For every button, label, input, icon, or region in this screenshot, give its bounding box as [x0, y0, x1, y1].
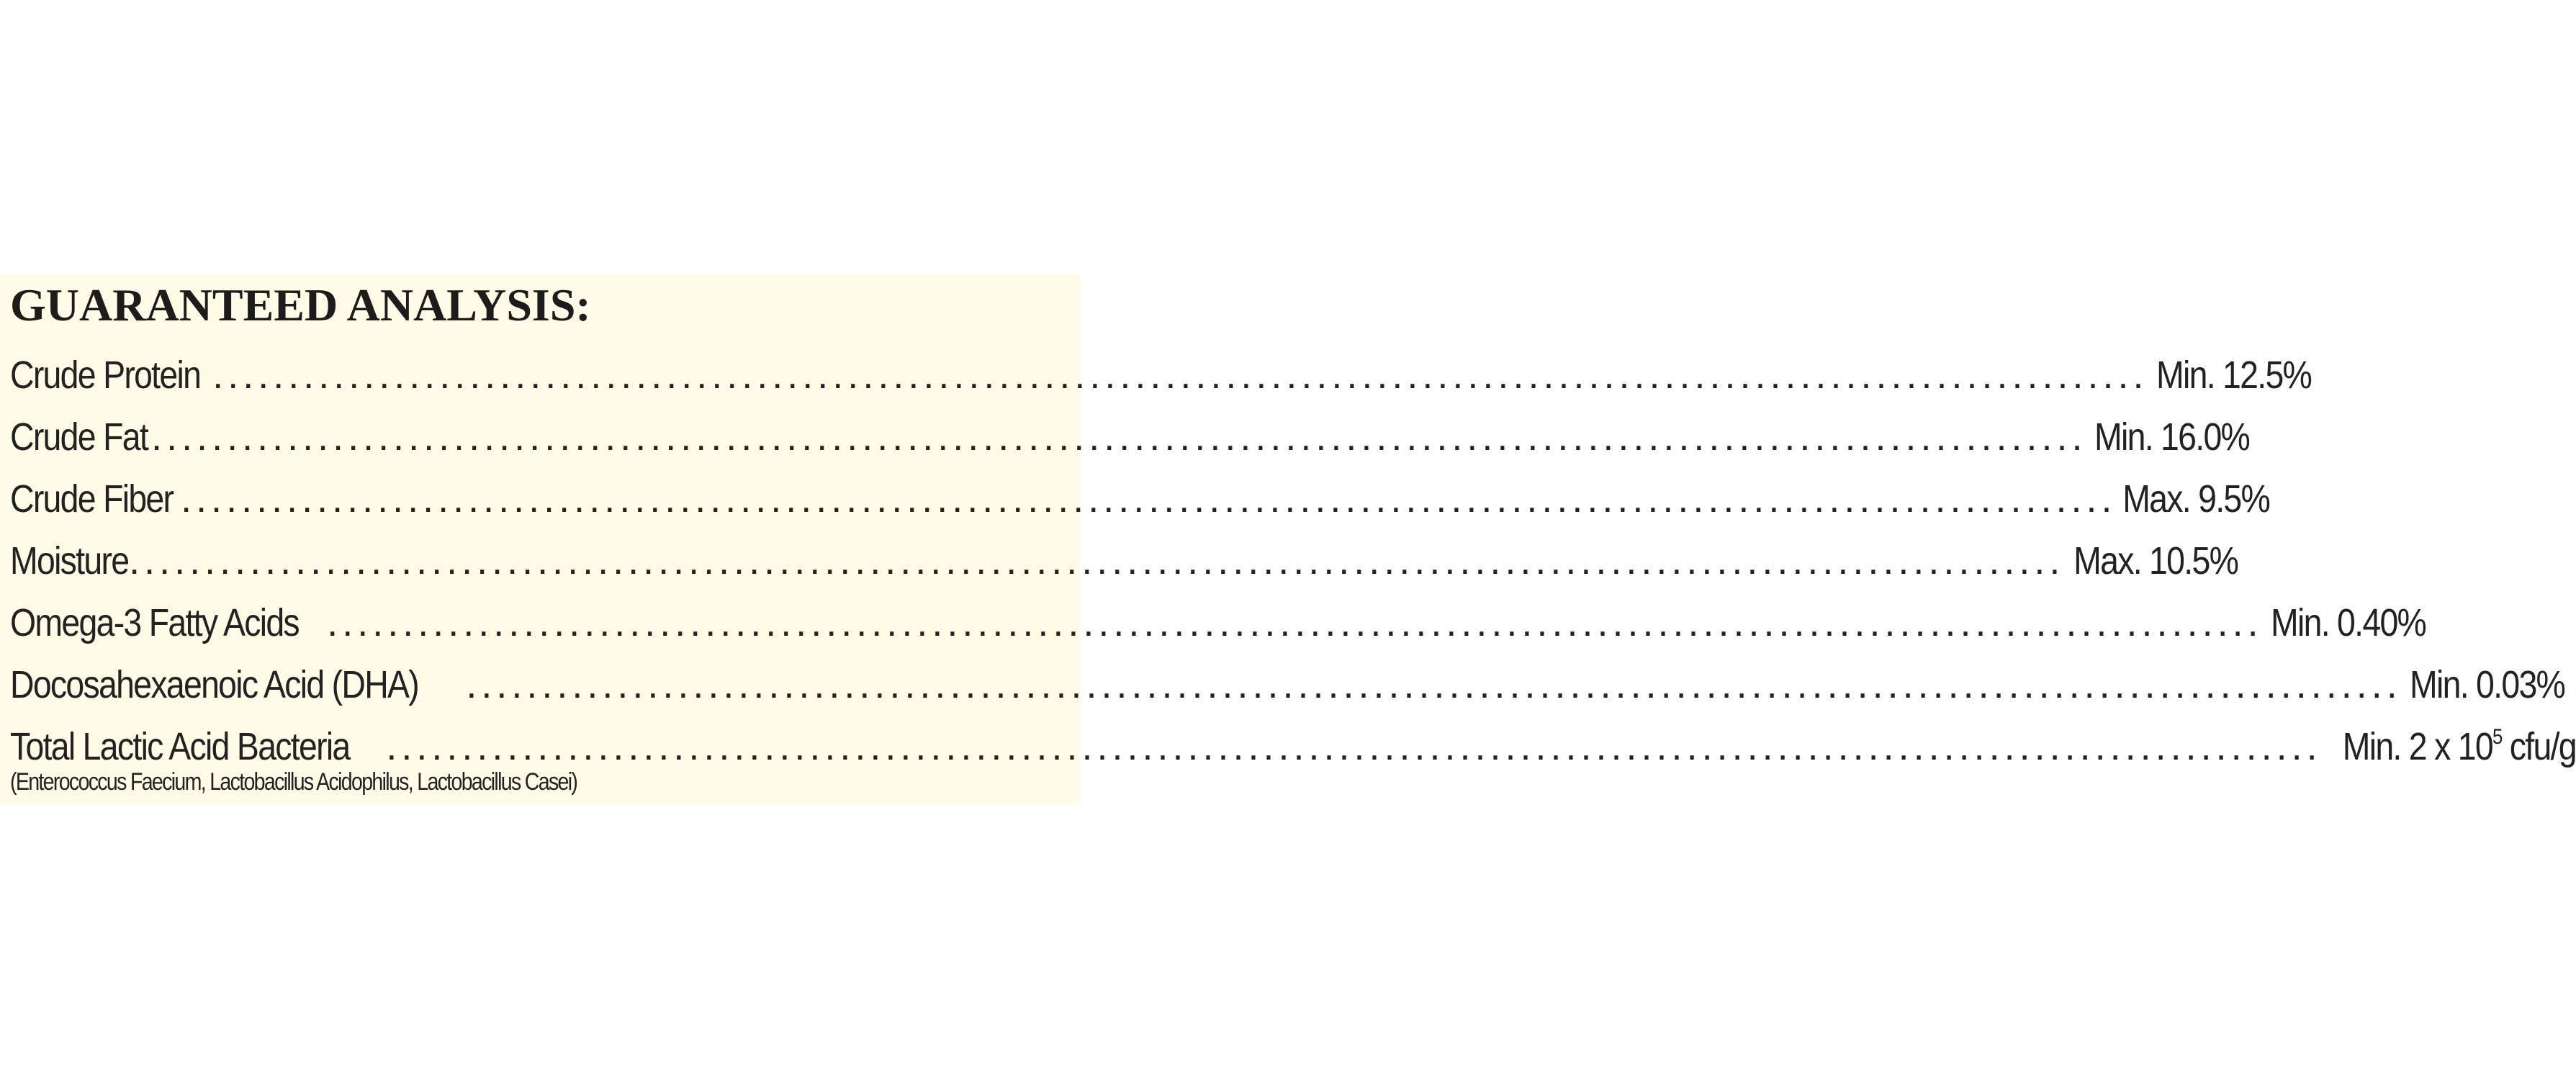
nutrient-value: [2342, 721, 2575, 772]
analysis-row-crude-protein: [10, 338, 2311, 400]
analysis-row-crude-fat: [10, 400, 2250, 462]
dot-leader: ................................................................................................................................: [466, 663, 2402, 706]
analysis-row-dha: [10, 648, 2564, 710]
nutrient-name: Omega-3 Fatty Acids: [10, 601, 299, 644]
nutrient-value: Max. 10.5%: [2073, 539, 2238, 582]
analysis-row-omega-3: [10, 586, 2426, 648]
dot-leader: ................................................................................................................................: [386, 725, 2322, 768]
nutrient-value: Max. 9.5%: [2122, 477, 2270, 521]
bacteria-footnote: (Enterococcus Faecium, Lactobacillus Acidophilus, Lactobacillus Casei): [10, 768, 577, 796]
dot-leader: ................................................................................................................................: [327, 601, 2263, 644]
dot-leader: ................................................................................................................................: [151, 415, 2087, 459]
analysis-row-moisture: [10, 524, 2238, 586]
analysis-rows: [10, 338, 2576, 772]
nutrient-value: Min. 12.5%: [2156, 354, 2311, 397]
nutrient-name: Moisture: [10, 539, 129, 582]
nutrient-name: Docosahexaenoic Acid (DHA): [10, 663, 419, 706]
analysis-title: GUARANTEED ANALYSIS:: [10, 279, 591, 330]
value-exponent: 5: [2492, 725, 2502, 749]
nutrient-name: Crude Fiber: [10, 477, 174, 521]
nutrient-value: Min. 0.03%: [2409, 663, 2564, 706]
guaranteed-analysis-panel: [0, 274, 2576, 804]
nutrient-name: Crude Fat: [10, 415, 148, 459]
dot-leader: ................................................................................................................................: [181, 477, 2117, 521]
dot-leader: ................................................................................................................................: [212, 354, 2148, 397]
nutrient-name: Crude Protein: [10, 354, 201, 397]
analysis-row-crude-fiber: [10, 462, 2270, 524]
dot-leader: ................................................................................................................................: [129, 539, 2065, 582]
analysis-row-lactic-acid-bacteria: [10, 710, 2576, 772]
value-prefix: Min. 2 x 10: [2342, 725, 2492, 768]
nutrient-name: Total Lactic Acid Bacteria: [10, 725, 350, 768]
nutrient-value: Min. 16.0%: [2094, 415, 2250, 459]
value-suffix: cfu/g: [2501, 725, 2576, 768]
nutrient-value: Min. 0.40%: [2270, 601, 2426, 644]
